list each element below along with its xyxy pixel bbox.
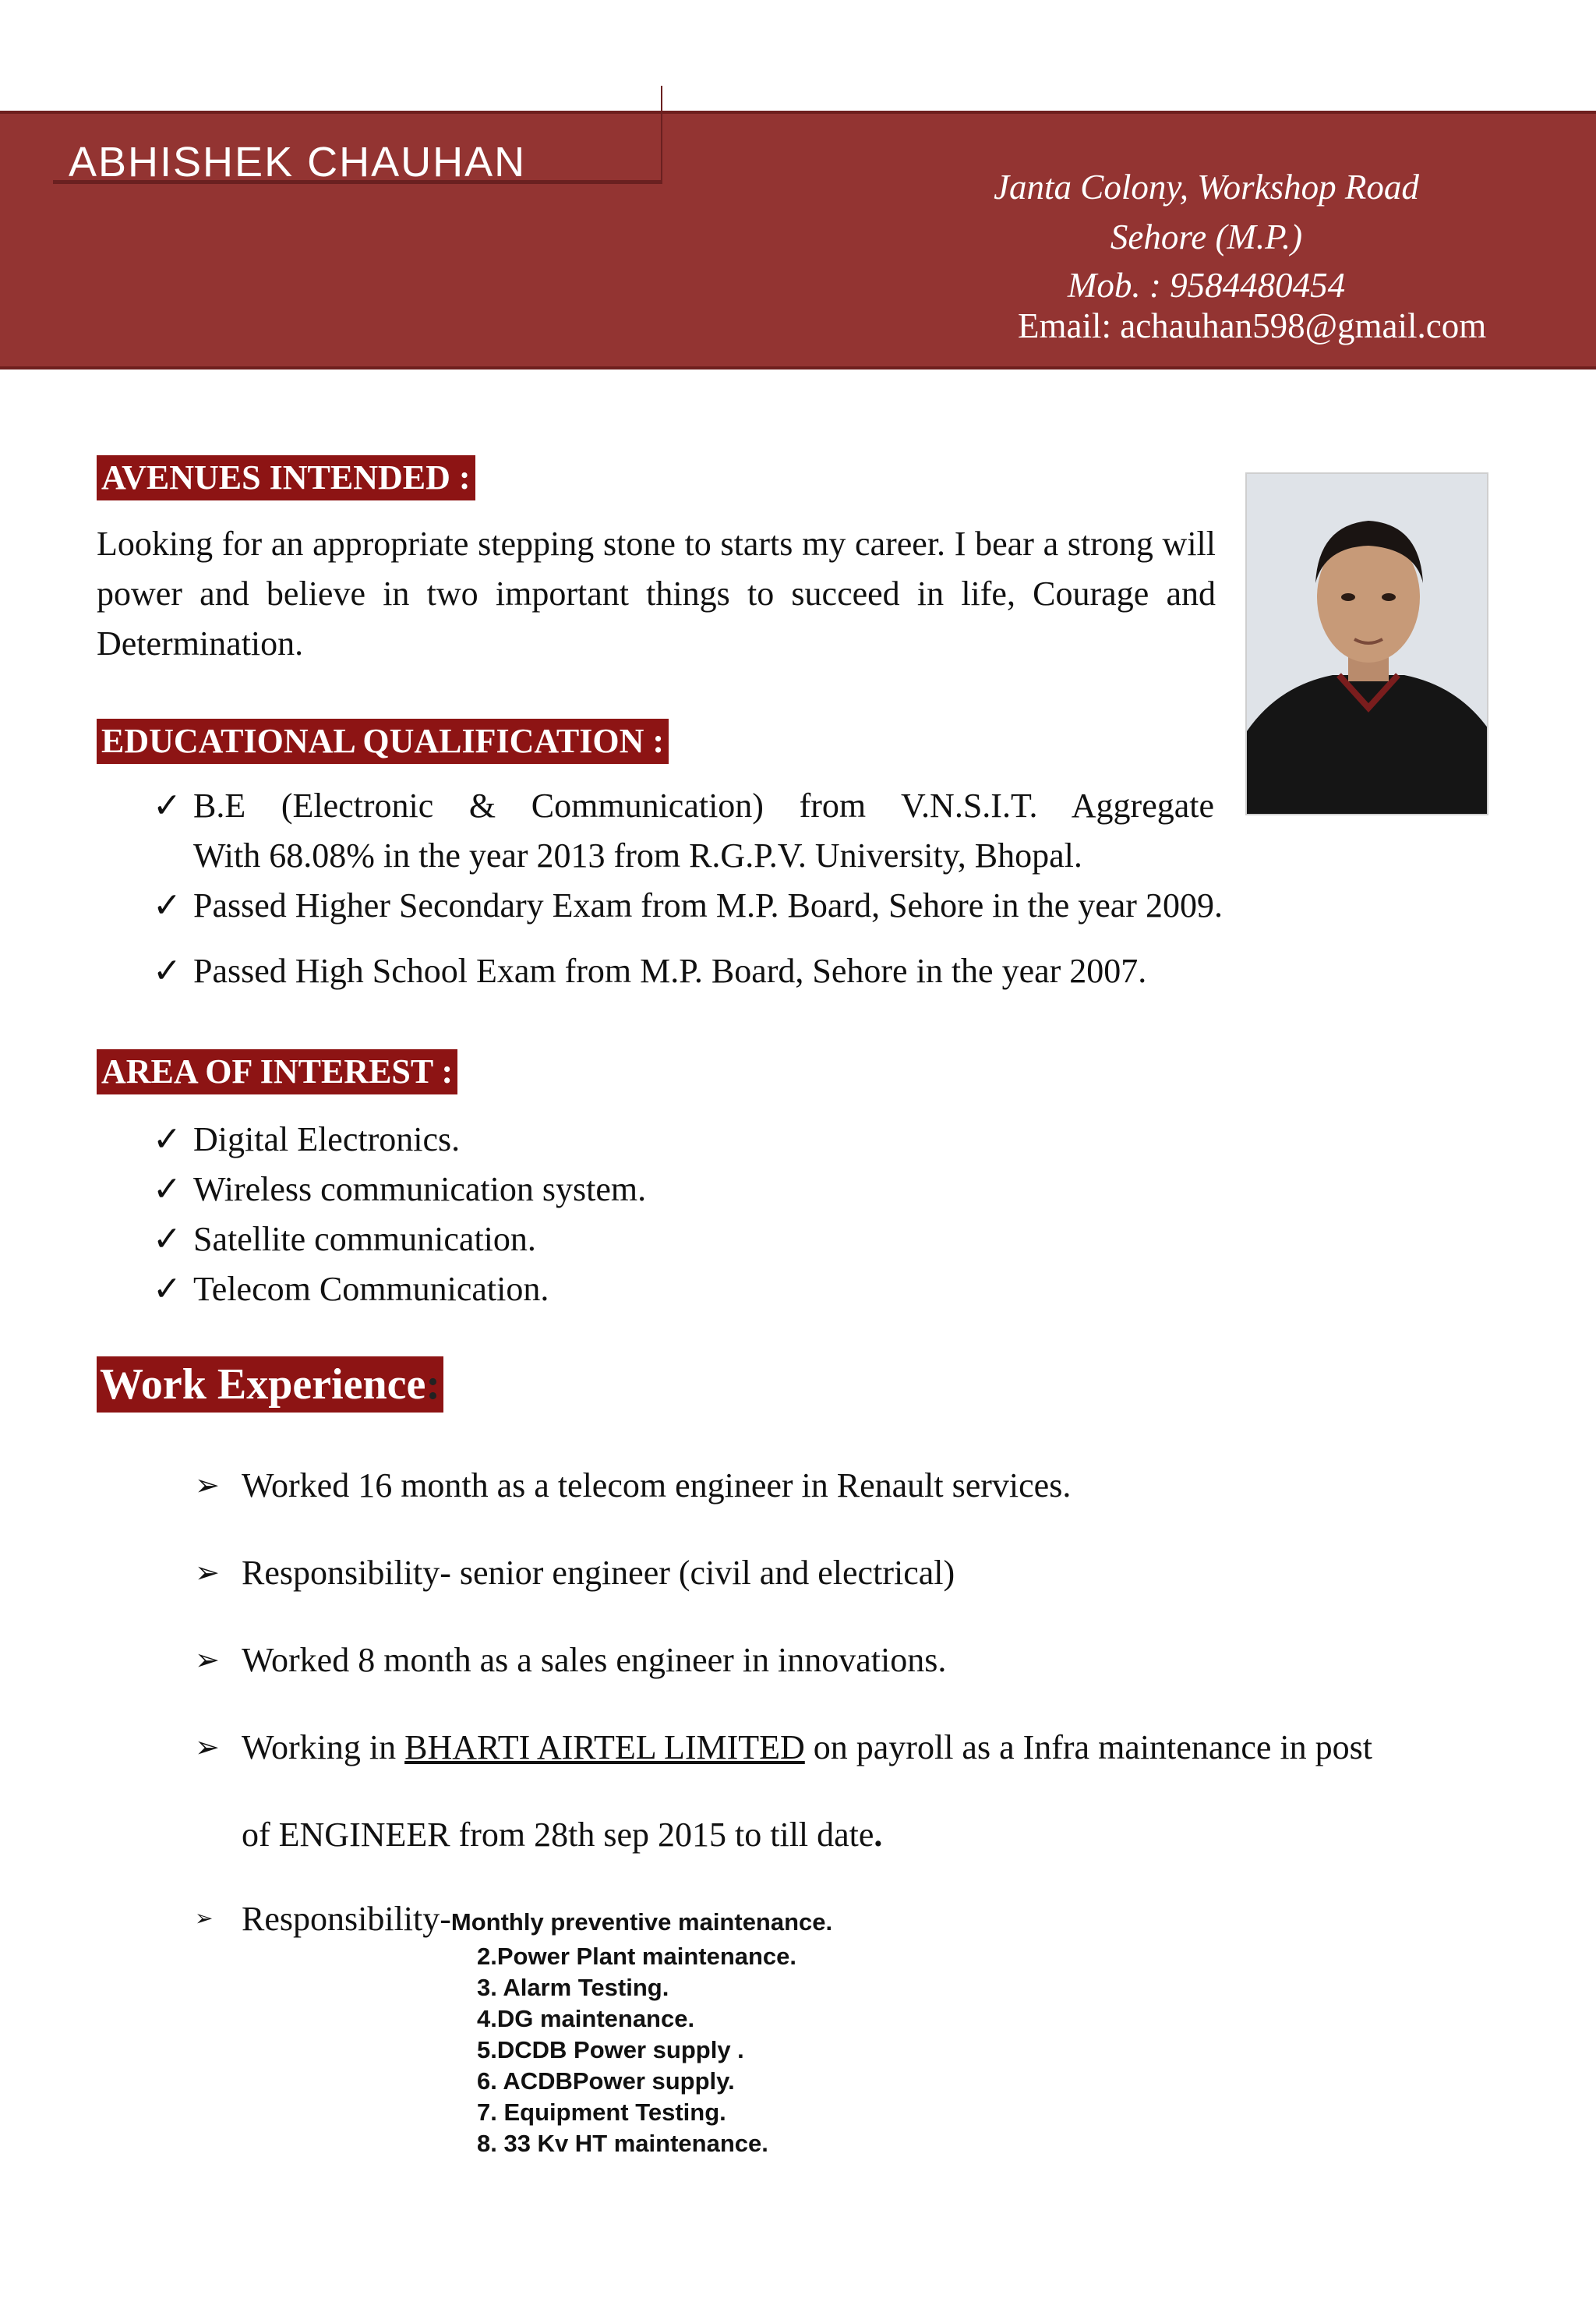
responsibility-subitem: 5.DCDB Power supply .	[477, 2036, 744, 2063]
arrow-bullet-icon: ➢	[195, 1469, 220, 1502]
check-icon: ✓	[153, 1120, 182, 1158]
education-item-1-line1: B.E (Electronic & Communication) from V.N.S.I.T. Aggregate	[193, 787, 1214, 825]
responsibility-subitem: 2.Power Plant maintenance.	[477, 1943, 797, 1970]
address-line-2: Sehore (M.P.)	[1110, 217, 1303, 256]
check-icon: ✓	[153, 1220, 182, 1258]
work-heading: Work Experience:	[97, 1356, 443, 1413]
check-icon: ✓	[153, 1170, 182, 1208]
mobile-number: Mob. : 9584480454	[1067, 266, 1346, 305]
responsibility-subitem: 3. Alarm Testing.	[477, 1974, 669, 2001]
arrow-bullet-icon: ➢	[195, 1644, 220, 1677]
responsibility-subitem: 4.DG maintenance.	[477, 2005, 695, 2032]
check-icon: ✓	[153, 787, 182, 825]
company-name: BHARTI AIRTEL LIMITED	[404, 1728, 805, 1766]
responsibility-subitem: 7. Equipment Testing.	[477, 2099, 726, 2126]
responsibility-subitem: 6. ACDBPower supply.	[477, 2067, 735, 2095]
candidate-name: ABHISHEK CHAUHAN	[69, 139, 527, 179]
name-underline	[53, 180, 662, 184]
profile-photo-graphic	[1247, 474, 1488, 815]
arrow-bullet-icon: ➢	[195, 1907, 214, 1931]
name-divider-vertical	[661, 86, 662, 181]
education-heading: EDUCATIONAL QUALIFICATION :	[97, 719, 669, 764]
email-address[interactable]: Email: achauhan598@gmail.com	[1018, 306, 1487, 345]
address-line-1: Janta Colony, Workshop Road	[994, 168, 1419, 207]
avenues-text: Looking for an appropriate stepping stone to starts my career. I bear a strong will power and believe in two important things to succeed in life, Courage and Determination.	[97, 525, 1216, 663]
arrow-bullet-icon: ➢	[195, 1731, 220, 1764]
avenues-heading: AVENUES INTENDED :	[97, 455, 475, 500]
check-icon: ✓	[153, 952, 182, 990]
responsibility-subitem: 8. 33 Kv HT maintenance.	[477, 2130, 768, 2157]
check-icon: ✓	[153, 1270, 182, 1308]
profile-photo	[1245, 472, 1488, 815]
education-item-1-line2: With 68.08% in the year 2013 from R.G.P.V. University, Bhopal.	[193, 836, 1082, 875]
arrow-bullet-icon: ➢	[195, 1557, 220, 1589]
interest-heading: AREA OF INTEREST :	[97, 1049, 457, 1094]
check-icon: ✓	[153, 886, 182, 925]
